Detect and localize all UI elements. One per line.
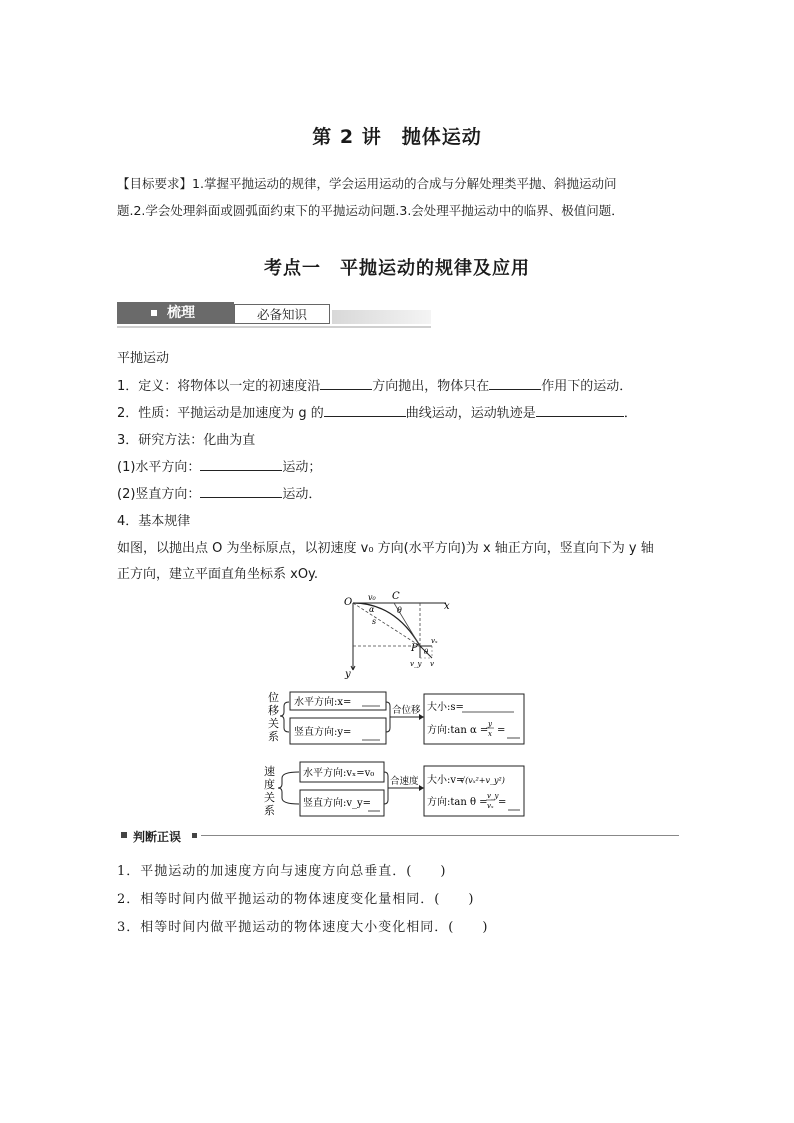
label-s: s xyxy=(372,617,377,626)
displacement-relation-diagram xyxy=(262,688,530,748)
velocity-relation-diagram xyxy=(262,760,530,820)
label-x: x xyxy=(444,601,450,612)
link-label: 合速度 xyxy=(390,776,419,787)
section-title: 考点一 平抛运动的规律及应用 xyxy=(264,258,530,279)
learning-goals xyxy=(117,170,679,224)
direction-label: 方向:tan α = xyxy=(427,725,489,736)
projectile-diagram xyxy=(340,588,460,686)
fill-blank[interactable] xyxy=(200,458,282,471)
banner-dark-label: 梳理 xyxy=(167,305,195,321)
frac-denominator: x xyxy=(488,730,492,738)
fill-blank[interactable] xyxy=(536,404,624,417)
judge-item-1: 1．平抛运动的加速度方向与速度方向总垂直．( ) xyxy=(117,864,447,879)
item-1-part-c: 作用下的运动． xyxy=(541,379,633,394)
item-3b-part-b: 运动． xyxy=(282,487,322,502)
content-heading: 平抛运动 xyxy=(117,351,170,366)
side-char: 速 xyxy=(264,765,275,778)
banner-dark-tab xyxy=(117,302,234,324)
banner-underline xyxy=(117,326,431,328)
label-y: y xyxy=(345,669,351,680)
item-2-part-b: 曲线运动，运动轨迹是 xyxy=(405,406,536,421)
direction-label: 方向:tan θ = xyxy=(427,797,488,808)
item-2 xyxy=(117,402,637,421)
paragraph-line-1: 如图，以抛出点 O 为坐标原点，以初速度 v₀ 方向(水平方向)为 x 轴正方向，竖直向下为 y 轴 xyxy=(117,541,654,556)
vertical-label: 竖直方向:v_y= xyxy=(303,798,372,809)
equals-sign: = xyxy=(497,725,506,736)
fill-blank[interactable] xyxy=(489,377,541,390)
equals-sign: = xyxy=(498,797,507,808)
divider xyxy=(201,835,679,836)
judge-item-2: 2．相等时间内做平抛运动的物体速度变化量相同．( ) xyxy=(117,892,475,907)
label-theta-2: θ xyxy=(424,648,429,656)
banner-light-label: 必备知识 xyxy=(234,304,330,324)
label-vy: v_y xyxy=(410,660,422,668)
section-banner xyxy=(117,302,431,328)
label-P: P xyxy=(411,643,418,654)
horizontal-label: 水平方向:x= xyxy=(294,697,352,708)
side-char: 度 xyxy=(264,778,275,791)
label-alpha: α xyxy=(369,605,375,614)
item-4: 4．基本规律 xyxy=(117,514,191,529)
item-3a-part-a: (1)水平方向： xyxy=(117,460,201,475)
item-2-part-a: 2．性质：平抛运动是加速度为 g 的 xyxy=(117,406,324,421)
item-3: 3．研究方法：化曲为直 xyxy=(117,433,256,448)
magnitude-label: 大小:s= xyxy=(427,702,464,713)
square-bullet-icon xyxy=(192,833,197,838)
fill-blank[interactable] xyxy=(200,485,282,498)
judge-item-3: 3．相等时间内做平抛运动的物体速度大小变化相同．( ) xyxy=(117,920,489,935)
item-1-part-a: 1．定义：将物体以一定的初速度沿 xyxy=(117,379,321,394)
fill-blank[interactable] xyxy=(324,404,406,417)
banner-fade xyxy=(332,310,431,324)
frac-numerator: v_y xyxy=(487,792,499,800)
item-1 xyxy=(117,375,632,394)
item-3b-part-a: (2)竖直方向： xyxy=(117,487,201,502)
side-char: 关 xyxy=(264,791,275,804)
goal-tag: 【目标要求】 xyxy=(117,176,193,191)
magnitude-expression: √(vₓ²+v_y²) xyxy=(460,776,505,785)
fill-blank[interactable] xyxy=(320,377,372,390)
paragraph-line-2: 正方向，建立平面直角坐标系 xOy. xyxy=(117,567,319,582)
item-3a-part-b: 运动； xyxy=(282,460,322,475)
label-vx: vₓ xyxy=(431,637,438,645)
lecture-title: 第 2 讲 抛体运动 xyxy=(312,126,482,148)
item-3b xyxy=(117,483,321,502)
judge-title: 判断正误 xyxy=(133,830,182,844)
result-box xyxy=(424,766,524,816)
label-theta: θ xyxy=(397,606,402,615)
item-3a xyxy=(117,456,321,475)
goal-line-2: 题.2.学会处理斜面或圆弧面约束下的平抛运动问题.3.会处理平抛运动中的临界、极值问题． xyxy=(117,203,624,218)
item-1-part-b: 方向抛出，物体只在 xyxy=(372,379,490,394)
label-v: v xyxy=(430,660,434,668)
goal-line-1: 1.掌握平抛运动的规律，学会运用运动的合成与分解处理类平抛、斜抛运动问 xyxy=(192,176,617,191)
square-bullet-icon xyxy=(121,832,127,838)
side-char: 位 xyxy=(268,691,279,704)
side-char: 系 xyxy=(268,730,279,743)
judge-section-header xyxy=(117,828,679,844)
magnitude-prefix: 大小:v= xyxy=(427,775,465,786)
label-v0: v₀ xyxy=(368,593,376,602)
horizontal-label: 水平方向:vₓ=v₀ xyxy=(303,768,375,779)
side-char: 关 xyxy=(268,717,279,730)
link-label: 合位移 xyxy=(392,705,421,716)
label-O: O xyxy=(344,597,353,608)
vertical-label: 竖直方向:y= xyxy=(294,727,352,738)
label-C: C xyxy=(392,591,400,602)
side-char: 系 xyxy=(264,804,275,817)
frac-numerator: y xyxy=(488,720,492,728)
displacement-line xyxy=(353,603,420,646)
square-bullet-icon xyxy=(151,310,157,316)
frac-denominator: vₓ xyxy=(487,802,494,810)
side-char: 移 xyxy=(268,704,279,717)
item-2-part-c: ． xyxy=(623,406,637,421)
